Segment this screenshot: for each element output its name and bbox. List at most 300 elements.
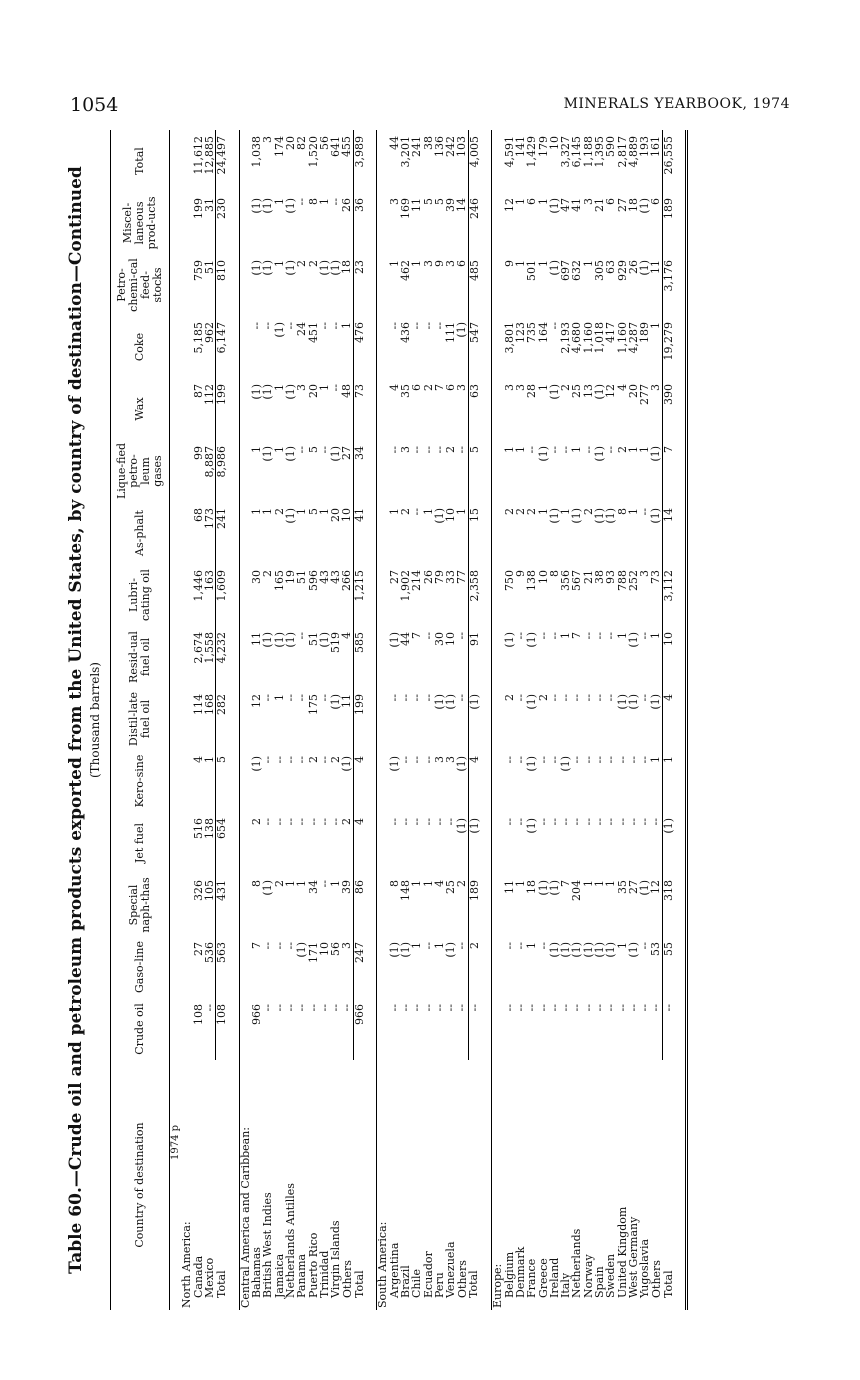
value-cell: 1 bbox=[272, 446, 286, 453]
value-cell: 1,215 bbox=[353, 564, 365, 626]
value-cell: (1) bbox=[250, 260, 264, 276]
value-cell: 10 bbox=[547, 136, 561, 150]
value-cell: -- bbox=[421, 446, 435, 454]
value-cell: -- bbox=[317, 694, 331, 702]
country-cell: Total bbox=[214, 1270, 228, 1298]
value-cell: 38 bbox=[592, 570, 606, 584]
value-cell: -- bbox=[649, 1004, 663, 1012]
column-header: As-phalt bbox=[111, 502, 170, 564]
value-cell: 12,885 bbox=[202, 136, 216, 175]
value-cell: -- bbox=[317, 322, 331, 330]
value-cell: -- bbox=[295, 1004, 309, 1012]
value-cell: 1 bbox=[272, 198, 286, 205]
value-cell: 1,188 bbox=[581, 136, 595, 168]
divider-cell bbox=[674, 130, 687, 1310]
section-heading: South America: bbox=[376, 1221, 390, 1308]
value-cell: 56 bbox=[317, 136, 331, 150]
value-cell: 2,193 bbox=[559, 322, 573, 354]
value-cell: (1) bbox=[283, 260, 297, 276]
value-cell: 111 bbox=[444, 322, 458, 343]
value-cell: (1) bbox=[649, 508, 663, 524]
value-cell: (1) bbox=[525, 818, 539, 834]
value-cell: 148 bbox=[398, 880, 412, 901]
value-cell: -- bbox=[536, 756, 550, 764]
value-cell: 1 bbox=[662, 750, 674, 812]
value-cell: 4,591 bbox=[502, 136, 516, 168]
value-cell: 27 bbox=[340, 446, 354, 460]
value-cell: 8,887 bbox=[202, 446, 216, 478]
value-cell: 14 bbox=[662, 502, 674, 564]
value-cell: 1 bbox=[615, 632, 629, 639]
value-cell: 585 bbox=[353, 626, 365, 688]
page-number: 1054 bbox=[70, 94, 119, 116]
value-cell: 43 bbox=[317, 570, 331, 584]
value-cell: (1) bbox=[283, 384, 297, 400]
value-cell: 2 bbox=[559, 384, 573, 391]
value-cell: 1 bbox=[340, 322, 354, 329]
value-cell: 31 bbox=[202, 198, 216, 212]
column-header-country: Country of destination bbox=[111, 1060, 170, 1310]
value-cell: 3 bbox=[444, 260, 458, 267]
value-cell: -- bbox=[283, 1004, 297, 1012]
value-cell: 4 bbox=[340, 632, 354, 639]
value-cell: 171 bbox=[306, 942, 320, 963]
value-cell: (1) bbox=[432, 508, 446, 524]
value-cell: 9 bbox=[513, 570, 527, 577]
value-cell: -- bbox=[604, 694, 618, 702]
value-cell: 750 bbox=[502, 570, 516, 591]
value-cell: 20 bbox=[306, 384, 320, 398]
value-cell: 3,112 bbox=[662, 564, 674, 626]
value-cell: -- bbox=[295, 198, 309, 206]
value-cell: (1) bbox=[468, 688, 480, 750]
value-cell: -- bbox=[421, 942, 435, 950]
value-cell: -- bbox=[410, 818, 424, 826]
value-cell: 8 bbox=[615, 508, 629, 515]
value-cell: 3 bbox=[432, 756, 446, 763]
country-cell: Italy bbox=[559, 1272, 573, 1298]
value-cell: 654 bbox=[216, 812, 228, 874]
section-heading: Central America and Caribbean: bbox=[238, 1126, 252, 1308]
value-cell: (1) bbox=[525, 756, 539, 772]
value-cell: 1 bbox=[410, 942, 424, 949]
value-cell: 51 bbox=[295, 570, 309, 584]
value-cell: 2 bbox=[340, 818, 354, 825]
value-cell: (1) bbox=[455, 756, 469, 772]
value-cell: 15 bbox=[468, 502, 480, 564]
country-cell: Greece bbox=[536, 1258, 550, 1298]
table-row bbox=[456, 130, 468, 1310]
value-cell: 1 bbox=[283, 880, 297, 887]
country-cell: Mexico bbox=[203, 1257, 217, 1298]
table-row bbox=[560, 130, 571, 1310]
value-cell: -- bbox=[547, 818, 561, 826]
column-header: Petro-chemi-cal feed-stocks bbox=[111, 254, 170, 316]
value-cell: (1) bbox=[559, 942, 573, 958]
value-cell: 1 bbox=[272, 384, 286, 391]
value-cell: 10 bbox=[340, 508, 354, 522]
value-cell: -- bbox=[295, 818, 309, 826]
country-cell: Jamaica bbox=[272, 1253, 286, 1298]
value-cell: -- bbox=[559, 446, 573, 454]
value-cell: -- bbox=[570, 694, 584, 702]
value-cell: -- bbox=[455, 446, 469, 454]
country-cell: Ecuador bbox=[421, 1251, 435, 1298]
section-divider bbox=[365, 130, 377, 1310]
value-cell: 485 bbox=[468, 254, 480, 316]
value-cell: 3 bbox=[638, 570, 652, 577]
value-cell: 282 bbox=[216, 688, 228, 750]
value-cell: (1) bbox=[340, 756, 354, 772]
value-cell: 141 bbox=[513, 136, 527, 157]
value-cell: 4 bbox=[353, 750, 365, 812]
value-cell: (1) bbox=[329, 694, 343, 710]
value-cell: 11,612 bbox=[191, 136, 205, 175]
value-cell: 2 bbox=[272, 508, 286, 515]
value-cell: 5 bbox=[306, 508, 320, 515]
value-cell: 476 bbox=[353, 316, 365, 378]
value-cell: -- bbox=[295, 632, 309, 640]
value-cell: 189 bbox=[662, 192, 674, 254]
value-cell: 55 bbox=[662, 936, 674, 998]
value-cell: -- bbox=[387, 1004, 401, 1012]
value-cell: 99 bbox=[191, 446, 205, 460]
value-cell: 2 bbox=[581, 508, 595, 515]
value-cell: 501 bbox=[525, 260, 539, 281]
value-cell: -- bbox=[592, 818, 606, 826]
value-cell: 1 bbox=[295, 508, 309, 515]
country-cell: Denmark bbox=[513, 1246, 527, 1298]
value-cell: -- bbox=[638, 818, 652, 826]
value-cell: -- bbox=[604, 446, 618, 454]
country-cell: British West Indies bbox=[261, 1192, 275, 1298]
value-cell: -- bbox=[455, 1004, 469, 1012]
value-cell: -- bbox=[638, 694, 652, 702]
value-cell: (1) bbox=[525, 632, 539, 648]
value-cell: (1) bbox=[261, 880, 275, 896]
table-row bbox=[400, 130, 411, 1310]
value-cell: -- bbox=[283, 756, 297, 764]
value-cell: 19 bbox=[283, 570, 297, 584]
value-cell: -- bbox=[317, 1004, 331, 1012]
value-cell: 567 bbox=[570, 570, 584, 591]
section-heading-row bbox=[492, 130, 504, 1310]
value-cell: 26 bbox=[421, 570, 435, 584]
value-cell: -- bbox=[410, 1004, 424, 1012]
year-label: 1974 p bbox=[170, 1124, 181, 1160]
rotated-table-block bbox=[58, 120, 838, 1320]
table-row bbox=[193, 130, 204, 1310]
value-cell: -- bbox=[559, 818, 573, 826]
value-cell: 1,429 bbox=[525, 136, 539, 168]
value-cell: -- bbox=[306, 1004, 320, 1012]
value-cell: (1) bbox=[250, 384, 264, 400]
value-cell: (1) bbox=[398, 942, 412, 958]
value-cell: 10 bbox=[444, 632, 458, 646]
value-cell: 266 bbox=[340, 570, 354, 591]
column-header: Gaso-line bbox=[111, 936, 170, 998]
table-row bbox=[639, 130, 650, 1310]
value-cell: (1) bbox=[547, 384, 561, 400]
value-cell: 11 bbox=[250, 632, 264, 646]
value-cell: (1) bbox=[329, 260, 343, 276]
value-cell: 77 bbox=[455, 570, 469, 584]
value-cell: 1 bbox=[649, 756, 663, 763]
value-cell: -- bbox=[455, 632, 469, 640]
value-cell: -- bbox=[329, 384, 343, 392]
value-cell: 27 bbox=[191, 942, 205, 956]
value-cell: -- bbox=[421, 756, 435, 764]
value-cell: -- bbox=[317, 818, 331, 826]
value-cell: 735 bbox=[525, 322, 539, 343]
value-cell: -- bbox=[340, 1004, 354, 1012]
value-cell: 10 bbox=[536, 570, 550, 584]
value-cell: 1 bbox=[638, 446, 652, 453]
value-cell: 1,018 bbox=[592, 322, 606, 354]
value-cell: 18 bbox=[626, 198, 640, 212]
value-cell: (1) bbox=[387, 632, 401, 648]
value-cell: -- bbox=[398, 1004, 412, 1012]
value-cell: 6,145 bbox=[570, 136, 584, 168]
value-cell: -- bbox=[295, 694, 309, 702]
country-cell: Brazil bbox=[398, 1265, 412, 1298]
value-cell: (1) bbox=[536, 446, 550, 462]
value-cell: 173 bbox=[202, 508, 216, 529]
table-row bbox=[319, 130, 330, 1310]
value-cell: 30 bbox=[250, 570, 264, 584]
value-cell: -- bbox=[283, 818, 297, 826]
value-cell: 20 bbox=[329, 508, 343, 522]
value-cell: 1,160 bbox=[581, 322, 595, 354]
table-row bbox=[526, 130, 537, 1310]
value-cell: 3,201 bbox=[398, 136, 412, 168]
value-cell: 169 bbox=[398, 198, 412, 219]
table-row bbox=[341, 130, 353, 1310]
value-cell: -- bbox=[502, 942, 516, 950]
value-cell: -- bbox=[421, 632, 435, 640]
value-cell: 1,520 bbox=[306, 136, 320, 168]
value-cell: 114 bbox=[191, 694, 205, 715]
value-cell: 2 bbox=[615, 446, 629, 453]
value-cell: -- bbox=[432, 446, 446, 454]
value-cell: -- bbox=[570, 1004, 584, 1012]
value-cell: 174 bbox=[272, 136, 286, 157]
value-cell: 246 bbox=[468, 192, 480, 254]
value-cell: 4 bbox=[432, 880, 446, 887]
value-cell: 1,160 bbox=[615, 322, 629, 354]
country-cell: Bahamas bbox=[250, 1247, 264, 1298]
value-cell: -- bbox=[604, 756, 618, 764]
value-cell: (1) bbox=[283, 508, 297, 524]
year-row bbox=[170, 130, 182, 1310]
value-cell: (1) bbox=[604, 942, 618, 958]
value-cell: 4 bbox=[615, 384, 629, 391]
table-row bbox=[605, 130, 616, 1310]
value-cell: (1) bbox=[295, 942, 309, 958]
header-row bbox=[111, 130, 170, 1310]
value-cell: 1,395 bbox=[592, 136, 606, 168]
value-cell: -- bbox=[547, 446, 561, 454]
section-divider bbox=[674, 130, 687, 1310]
country-cell: Total bbox=[467, 1270, 481, 1298]
value-cell: -- bbox=[410, 322, 424, 330]
value-cell: 252 bbox=[626, 570, 640, 591]
value-cell: 1 bbox=[649, 322, 663, 329]
value-cell: -- bbox=[410, 508, 424, 516]
value-cell: 2 bbox=[455, 880, 469, 887]
value-cell: -- bbox=[626, 756, 640, 764]
value-cell: (1) bbox=[559, 756, 573, 772]
value-cell: 108 bbox=[191, 1004, 205, 1025]
value-cell: -- bbox=[410, 756, 424, 764]
value-cell: 8 bbox=[306, 198, 320, 205]
country-cell: Puerto Rico bbox=[306, 1232, 320, 1298]
value-cell: 1 bbox=[317, 508, 331, 515]
value-cell: 86 bbox=[353, 874, 365, 936]
value-cell: 25 bbox=[444, 880, 458, 894]
value-cell: -- bbox=[513, 632, 527, 640]
value-cell: 4 bbox=[353, 812, 365, 874]
value-cell: 34 bbox=[353, 440, 365, 502]
value-cell: (1) bbox=[329, 446, 343, 462]
value-cell: 63 bbox=[468, 378, 480, 440]
table-row bbox=[296, 130, 307, 1310]
value-cell: 1 bbox=[329, 880, 343, 887]
value-cell: 161 bbox=[649, 136, 663, 157]
value-cell: 189 bbox=[468, 874, 480, 936]
country-cell: Netherlands Antilles bbox=[283, 1183, 297, 1298]
value-cell: 5,185 bbox=[191, 322, 205, 354]
value-cell: 6 bbox=[444, 384, 458, 391]
value-cell: -- bbox=[536, 1004, 550, 1012]
value-cell: (1) bbox=[626, 942, 640, 958]
value-cell: 26,555 bbox=[662, 130, 674, 192]
value-cell: 3 bbox=[581, 198, 595, 205]
value-cell: -- bbox=[261, 322, 275, 330]
value-cell: 1 bbox=[570, 446, 584, 453]
column-header: Wax bbox=[111, 378, 170, 440]
value-cell: 27 bbox=[387, 570, 401, 584]
section-heading-row bbox=[181, 130, 192, 1310]
value-cell: 12 bbox=[250, 694, 264, 708]
value-cell: -- bbox=[329, 818, 343, 826]
value-cell: 2 bbox=[306, 260, 320, 267]
value-cell: 1 bbox=[421, 508, 435, 515]
value-cell: 30 bbox=[432, 632, 446, 646]
country-cell: Norway bbox=[581, 1254, 595, 1298]
value-cell: 3,801 bbox=[502, 322, 516, 354]
value-cell: -- bbox=[329, 1004, 343, 1012]
value-cell: 1 bbox=[592, 880, 606, 887]
value-cell: 63 bbox=[604, 260, 618, 274]
value-cell: 24 bbox=[295, 322, 309, 336]
value-cell: (1) bbox=[261, 632, 275, 648]
value-cell: 230 bbox=[216, 192, 228, 254]
value-cell: (1) bbox=[581, 942, 595, 958]
value-cell: -- bbox=[455, 694, 469, 702]
value-cell: 1 bbox=[261, 508, 275, 515]
value-cell: -- bbox=[615, 1004, 629, 1012]
value-cell: 34 bbox=[306, 880, 320, 894]
country-cell: Sweden bbox=[604, 1253, 618, 1298]
value-cell: -- bbox=[272, 1004, 286, 1012]
value-cell: -- bbox=[570, 756, 584, 764]
table-row bbox=[423, 130, 434, 1310]
value-cell: 5 bbox=[421, 198, 435, 205]
value-cell: -- bbox=[592, 632, 606, 640]
value-cell: 1 bbox=[421, 880, 435, 887]
value-cell: (1) bbox=[272, 632, 286, 648]
divider-cell bbox=[227, 130, 239, 1310]
value-cell: 18 bbox=[525, 880, 539, 894]
value-cell: 417 bbox=[604, 322, 618, 343]
value-cell: 247 bbox=[353, 936, 365, 998]
value-cell: 33 bbox=[444, 570, 458, 584]
section-heading-row bbox=[239, 130, 251, 1310]
value-cell: 7 bbox=[662, 440, 674, 502]
value-cell: 2 bbox=[250, 818, 264, 825]
value-cell: -- bbox=[547, 632, 561, 640]
value-cell: 431 bbox=[216, 874, 228, 936]
value-cell: 12 bbox=[604, 384, 618, 398]
value-cell: 199 bbox=[216, 378, 228, 440]
country-cell: Spain bbox=[592, 1266, 606, 1298]
value-cell: 93 bbox=[604, 570, 618, 584]
value-cell: (1) bbox=[272, 322, 286, 338]
value-cell: 10 bbox=[317, 942, 331, 956]
value-cell: 1 bbox=[202, 756, 216, 763]
value-cell: 11 bbox=[649, 260, 663, 274]
value-cell: 1 bbox=[387, 260, 401, 267]
value-cell: 11 bbox=[340, 694, 354, 708]
table-row bbox=[549, 130, 560, 1310]
value-cell: 41 bbox=[353, 502, 365, 564]
value-cell: 1 bbox=[410, 880, 424, 887]
value-cell: 516 bbox=[191, 818, 205, 839]
value-cell: (1) bbox=[432, 694, 446, 710]
country-cell: Venezuela bbox=[444, 1241, 458, 1298]
value-cell: -- bbox=[250, 322, 264, 330]
value-cell: 108 bbox=[216, 998, 228, 1060]
value-cell: 28 bbox=[525, 384, 539, 398]
value-cell: (1) bbox=[283, 632, 297, 648]
value-cell: -- bbox=[559, 694, 573, 702]
value-cell: (1) bbox=[592, 446, 606, 462]
divider-cell bbox=[365, 130, 377, 1310]
value-cell: 23 bbox=[353, 254, 365, 316]
country-cell: Trinidad bbox=[317, 1250, 331, 1298]
value-cell: -- bbox=[513, 1004, 527, 1012]
value-cell: 138 bbox=[525, 570, 539, 591]
country-cell: Yugoslavia bbox=[638, 1238, 652, 1298]
column-header: Miscel-laneous prod-ucts bbox=[111, 192, 170, 254]
value-cell: -- bbox=[581, 632, 595, 640]
column-header: Resid-ual fuel oil bbox=[111, 626, 170, 688]
value-cell: 1 bbox=[604, 880, 618, 887]
value-cell: (1) bbox=[387, 942, 401, 958]
value-cell: 1 bbox=[525, 942, 539, 949]
value-cell: 1,446 bbox=[191, 570, 205, 602]
value-cell: -- bbox=[387, 446, 401, 454]
value-cell: 1,038 bbox=[250, 136, 264, 168]
value-cell: 4 bbox=[191, 756, 205, 763]
value-cell: 7 bbox=[432, 384, 446, 391]
value-cell: (1) bbox=[649, 694, 663, 710]
value-cell: -- bbox=[317, 756, 331, 764]
column-header: Distil-late fuel oil bbox=[111, 688, 170, 750]
value-cell: 7 bbox=[250, 942, 264, 949]
value-cell: 27 bbox=[615, 198, 629, 212]
